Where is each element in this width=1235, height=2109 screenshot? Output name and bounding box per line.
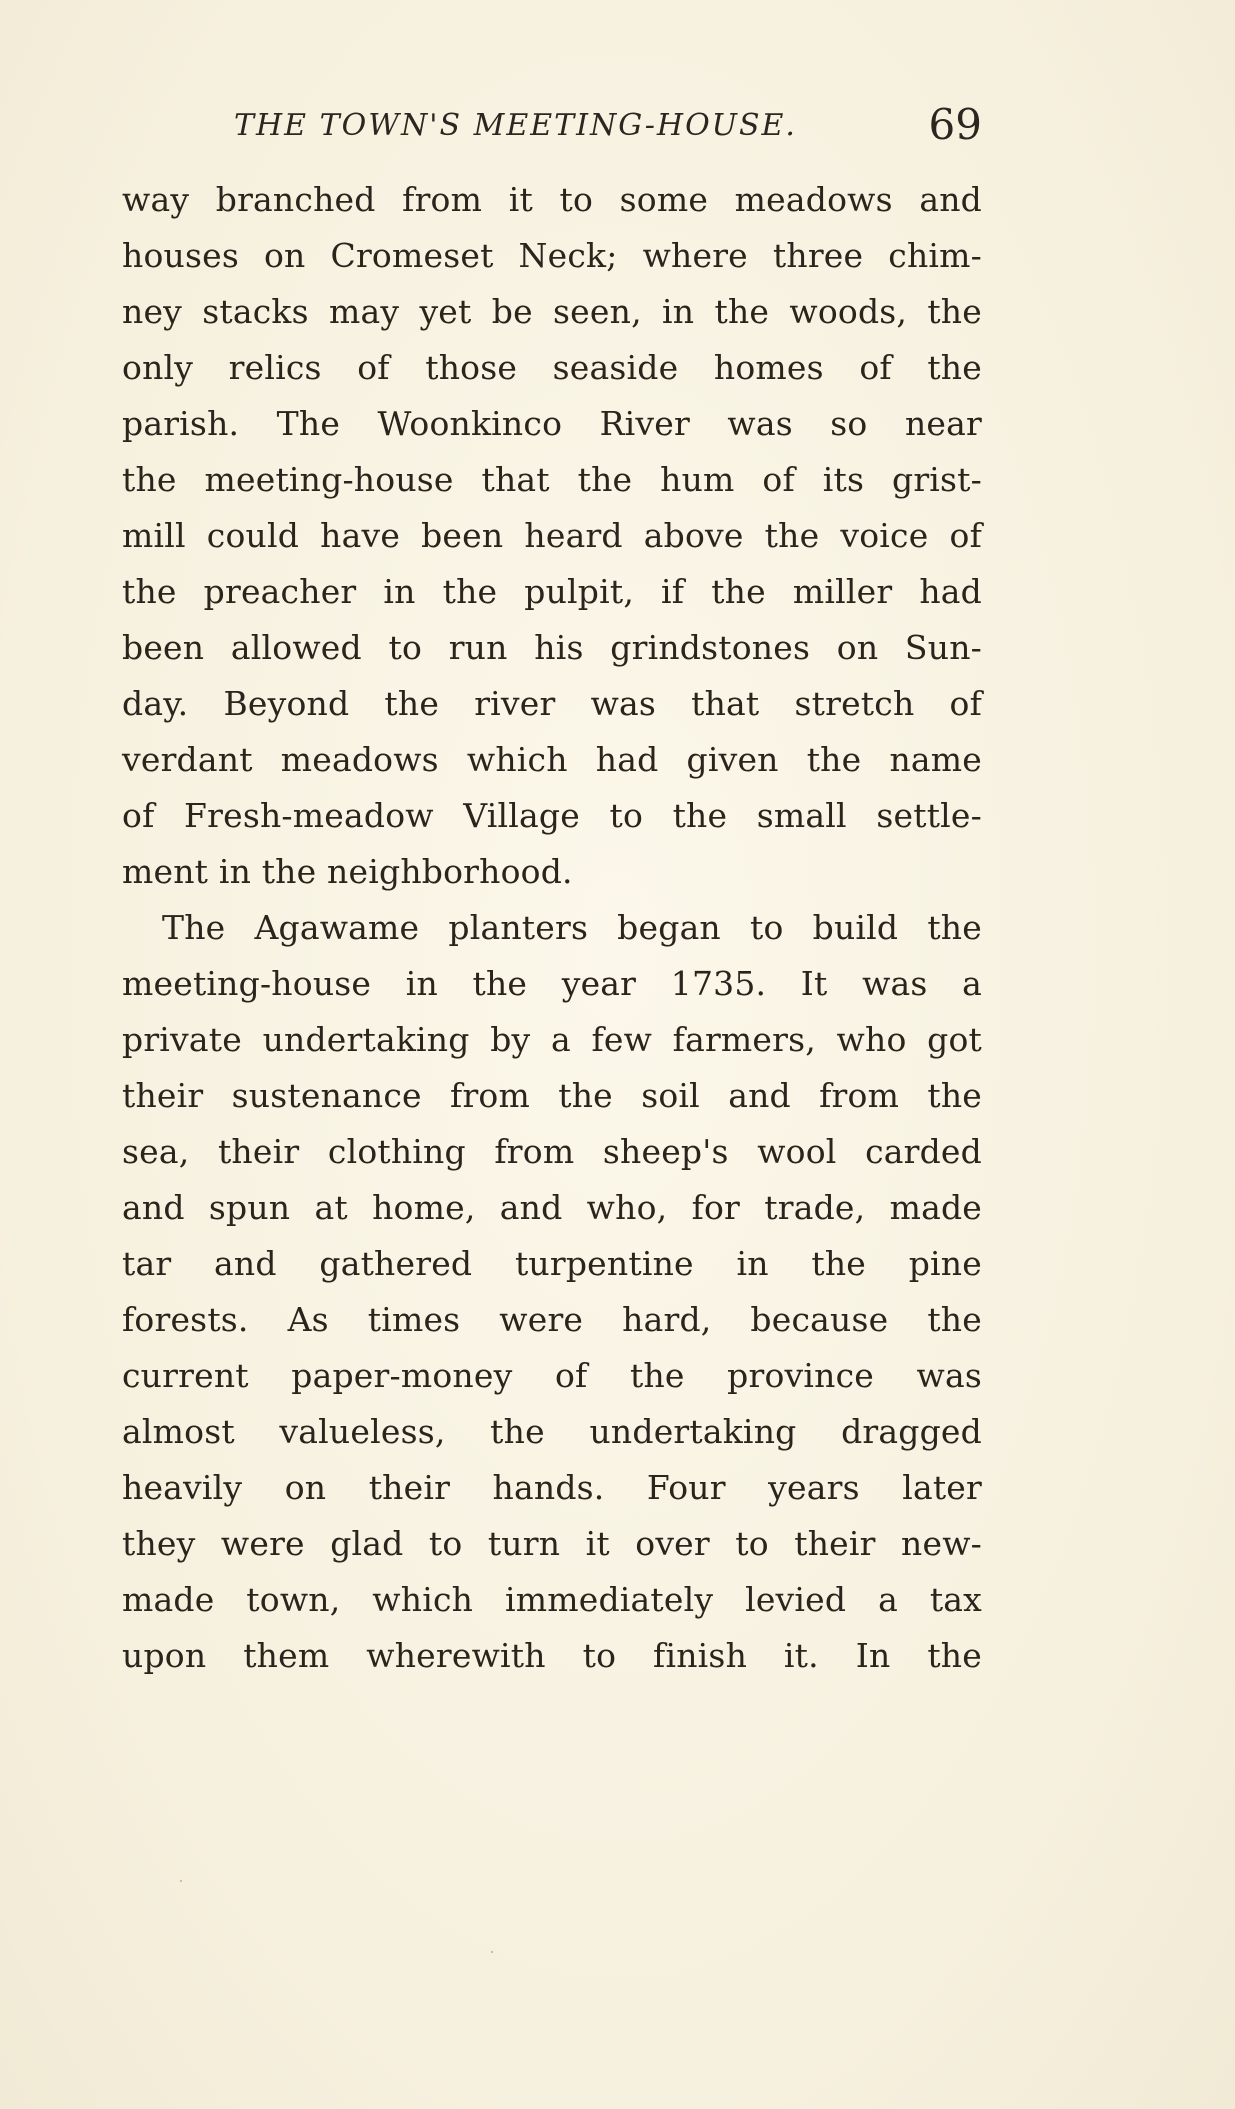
text-line: and spun at home, and who, for trade, made: [122, 1188, 982, 1227]
text-line: day. Beyond the river was that stretch of: [122, 684, 982, 723]
text-line: their sustenance from the soil and from the: [122, 1076, 982, 1115]
running-title: THE TOWN'S MEETING-HOUSE.: [234, 108, 797, 143]
text-line: heavily on their hands. Four years later: [122, 1468, 982, 1507]
text-line: parish. The Woonkinco River was so near: [122, 404, 982, 443]
text-line: tar and gathered turpentine in the pine: [122, 1244, 982, 1283]
page-number: 69: [928, 100, 982, 149]
text-line: ney stacks may yet be seen, in the woods, the: [122, 292, 982, 331]
text-line: they were glad to turn it over to their new-: [122, 1524, 982, 1563]
text-line: made town, which immediately levied a tax: [122, 1580, 982, 1619]
text-line: upon them wherewith to finish it. In the: [122, 1636, 982, 1675]
body-text: [122, 172, 982, 1684]
text-line: private undertaking by a few farmers, who got: [122, 1020, 982, 1059]
text-line: verdant meadows which had given the name: [122, 740, 982, 779]
text-line: way branched from it to some meadows and: [122, 180, 982, 219]
text-line: the preacher in the pulpit, if the miller had: [122, 572, 982, 611]
text-line: only relics of those seaside homes of the: [122, 348, 982, 387]
text-line: sea, their clothing from sheep's wool carded: [122, 1132, 982, 1171]
text-line: meeting-house in the year 1735. It was a: [122, 964, 982, 1003]
text-line: forests. As times were hard, because the: [122, 1300, 982, 1339]
text-line: been allowed to run his grindstones on Sun-: [122, 628, 982, 667]
text-line: almost valueless, the undertaking dragged: [122, 1412, 982, 1451]
text-line: current paper-money of the province was: [122, 1356, 982, 1395]
paper-speck: [491, 1951, 493, 1953]
paper-speck: [180, 1880, 182, 1882]
text-line: houses on Cromeset Neck; where three chim-: [122, 236, 982, 275]
text-line: of Fresh-meadow Village to the small settle-: [122, 796, 982, 835]
text-line: mill could have been heard above the voice of: [122, 516, 982, 555]
running-header: [122, 100, 982, 160]
text-line: the meeting-house that the hum of its grist-: [122, 460, 982, 499]
paragraph-last-line: ment in the neighborhood.: [122, 852, 573, 891]
paragraph-first-line: The Agawame planters began to build the: [162, 908, 982, 947]
